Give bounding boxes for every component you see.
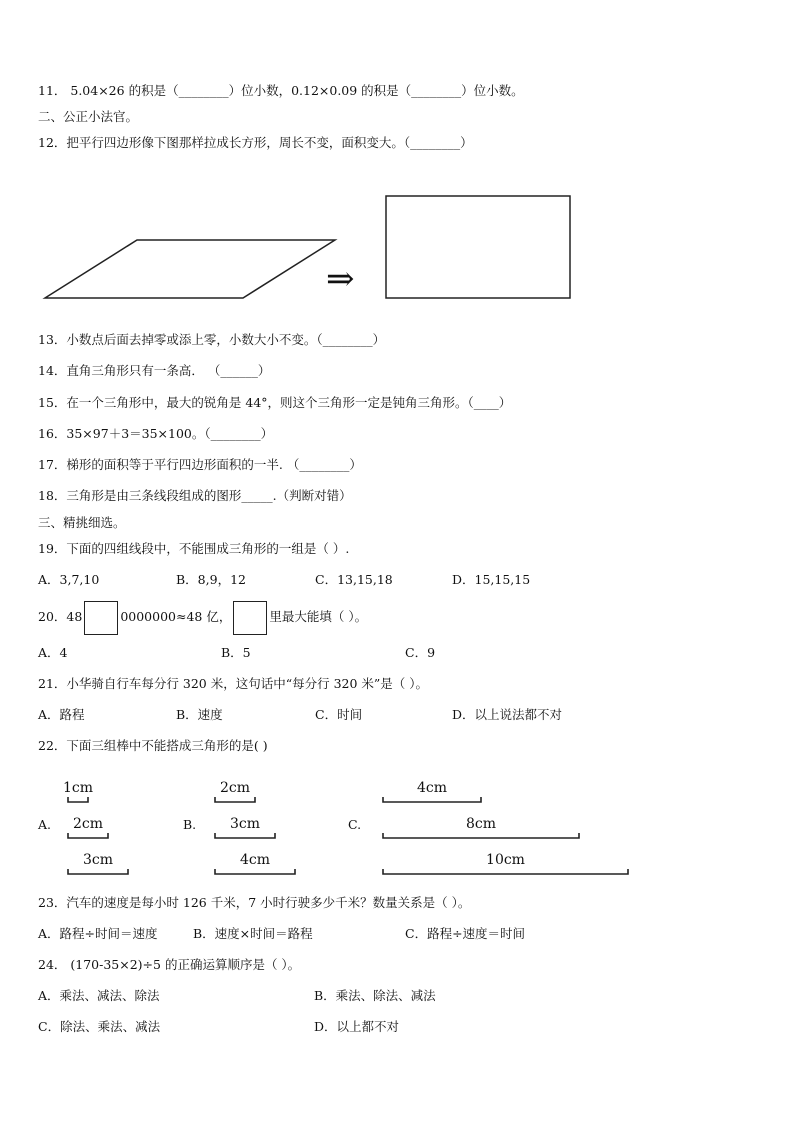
- question-16: 16．35×97＋3＝35×100。（________）: [38, 426, 274, 441]
- q21-option-c[interactable]: C．时间: [315, 707, 363, 722]
- q23-option-a[interactable]: A．路程÷时间＝速度: [38, 926, 158, 941]
- stick-2-3: [215, 869, 295, 874]
- question-22-stem: 22．下面三组棒中不能搭成三角形的是( ): [38, 738, 268, 753]
- stick-1-3: [68, 869, 128, 874]
- q20-prefix: 20．48: [38, 609, 83, 624]
- stick-2-1: [215, 797, 255, 802]
- question-14: 14．直角三角形只有一条高． （______）: [38, 363, 271, 378]
- stick-label: 4cm: [416, 780, 448, 796]
- question-15: 15．在一个三角形中，最大的锐角是 44°，则这个三角形一定是钝角三角形。（____）: [38, 395, 512, 410]
- q21-option-d[interactable]: D．以上说法都不对: [452, 707, 563, 722]
- question-13: 13．小数点后面去掉零或添上零，小数大小不变。（________）: [38, 332, 386, 347]
- stick-label: 4cm: [239, 852, 271, 868]
- q22-option-a[interactable]: A.: [38, 817, 52, 832]
- q22-option-b[interactable]: B.: [183, 817, 197, 832]
- question-17: 17．梯形的面积等于平行四边形面积的一半. （________）: [38, 457, 362, 472]
- question-24-stem: 24． (170-35×2)÷5 的正确运算顺序是（ ）。: [38, 957, 301, 972]
- q20-suffix: 里最大能填（ ）。: [269, 609, 368, 624]
- q24-option-d[interactable]: D．以上都不对: [314, 1019, 400, 1034]
- q19-option-b[interactable]: B．8,9，12: [176, 572, 246, 587]
- q24-option-c[interactable]: C．除法、乘法、减法: [38, 1019, 161, 1034]
- q20-middle: 0000000≈48 亿，: [120, 609, 232, 624]
- stick-1-1: [68, 797, 88, 802]
- stick-2-2: [215, 833, 275, 838]
- stick-3-1: [383, 797, 481, 802]
- stick-3-3: [383, 869, 628, 874]
- question-18: 18．三角形是由三条线段组成的图形_____.（判断对错）: [38, 488, 352, 503]
- stick-label: 3cm: [82, 852, 114, 868]
- q20-option-a[interactable]: A．4: [38, 645, 68, 660]
- section-heading-choice: 三、精挑细选。: [38, 515, 126, 530]
- stick-label: 3cm: [229, 816, 261, 832]
- question-11: 11． 5.04×26 的积是（________）位小数，0.12×0.09 的积是（________）位小数。: [38, 83, 524, 98]
- q19-option-a[interactable]: A．3,7,10: [38, 572, 100, 587]
- q19-option-c[interactable]: C．13,15,18: [315, 572, 393, 587]
- stick-label: 10cm: [486, 852, 525, 868]
- transform-arrow-icon: ⇒: [326, 259, 355, 299]
- stick-1-2: [68, 833, 108, 838]
- q22-option-c[interactable]: C.: [348, 817, 362, 832]
- q24-option-b[interactable]: B．乘法、除法、减法: [314, 988, 436, 1003]
- q19-option-d[interactable]: D．15,15,15: [452, 572, 531, 587]
- stick-label: 8cm: [465, 816, 497, 832]
- q20-option-c[interactable]: C．9: [405, 645, 436, 660]
- section-heading-judge: 二、公正小法官。: [38, 109, 139, 124]
- stick-3-2: [383, 833, 579, 838]
- q21-option-b[interactable]: B．速度: [176, 707, 223, 722]
- q20-option-b[interactable]: B．5: [221, 645, 251, 660]
- question-21-stem: 21．小华骑自行车每分行 320 米，这句话中“每分行 320 米”是（ ）。: [38, 676, 429, 691]
- q21-option-a[interactable]: A．路程: [38, 707, 85, 722]
- question-12: 12．把平行四边形像下图那样拉成长方形，周长不变，面积变大。（________）: [38, 135, 473, 150]
- question-19-stem: 19．下面的四组线段中，不能围成三角形的一组是（ ）.: [38, 541, 350, 556]
- q23-option-b[interactable]: B．速度×时间＝路程: [193, 926, 313, 941]
- stick-label: 2cm: [219, 780, 251, 796]
- q23-option-c[interactable]: C．路程÷速度＝时间: [405, 926, 526, 941]
- question-23-stem: 23．汽车的速度是每小时 126 千米，7 小时行驶多少千米？数量关系是（ ）。: [38, 895, 471, 910]
- stick-label: 1cm: [62, 780, 94, 796]
- q24-option-a[interactable]: A．乘法、减法、除法: [38, 988, 160, 1003]
- stick-label: 2cm: [72, 816, 104, 832]
